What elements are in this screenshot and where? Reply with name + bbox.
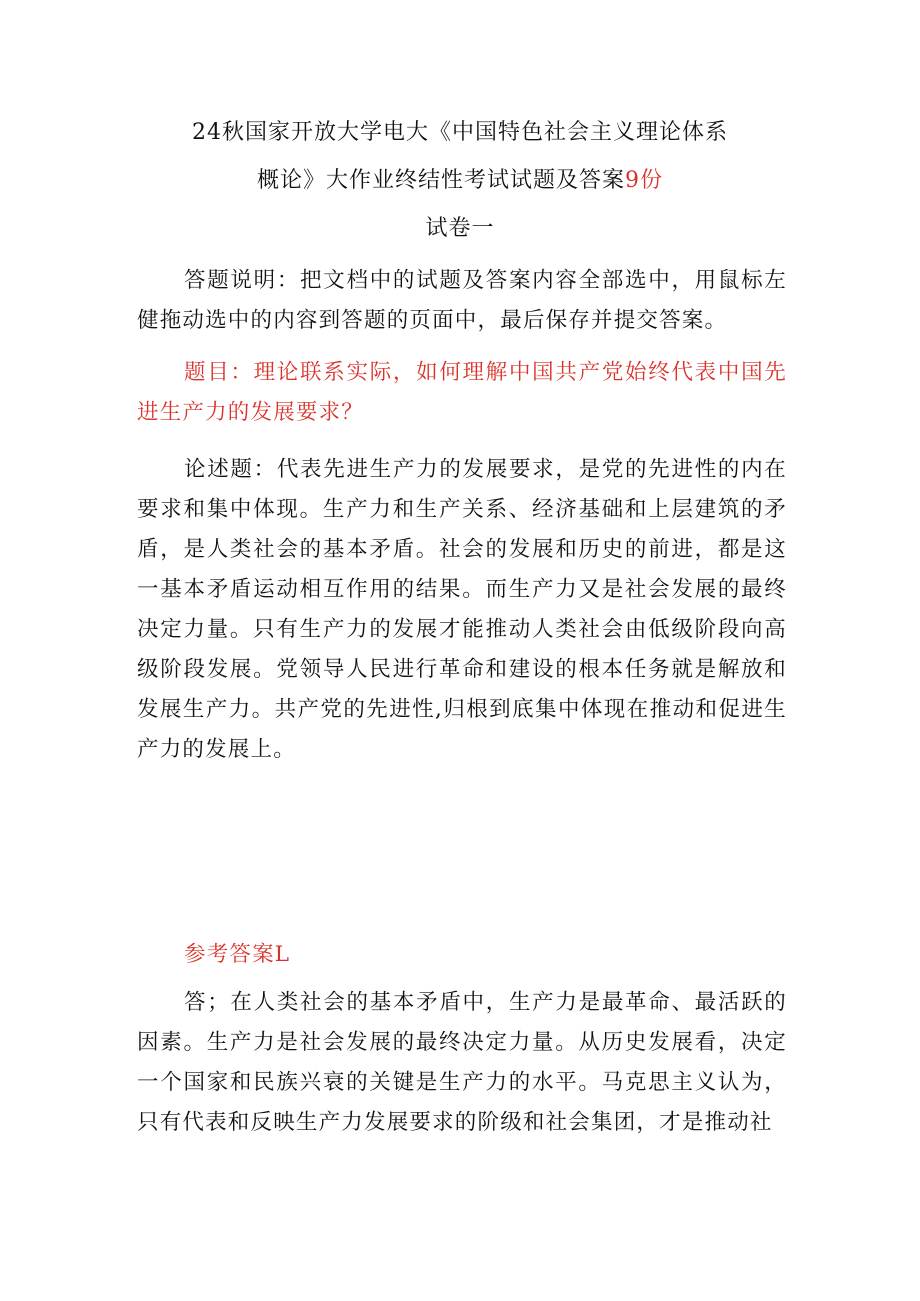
title-text-1: 24秋国家开放大学电大《中国特色社会主义理论体系	[192, 120, 728, 145]
paper-label	[0, 214, 920, 244]
reference-answer-label: 参考答案L	[184, 942, 291, 967]
essay-paragraph: 论述题：代表先进生产力的发展要求，是党的先进性的内在要求和集中体现。生产力和生产关系、经济基础和上层建筑的矛盾，是人类社会的基本矛盾。社会的发展和历史的前进，都是这一基本矛盾运动相互作用的结果。而生产力又是社会发展的最终决定力量。只有生产力的发展才能推动人类社会由低级阶段向高级阶段发展。党领导人民进行革命和建设的根本任务就是解放和发展生产力。共产党的先进性,归根到底集中体现在推动和促进生产力的发展上。	[137, 457, 787, 762]
title-text-2: 概论》大作业终结性考试试题及答案	[256, 168, 625, 193]
answer-paragraph: 答；在人类社会的基本矛盾中，生产力是最革命、最活跃的因素。生产力是社会发展的最终决定力量。从历史发展看，决定一个国家和民族兴衰的关键是生产力的水平。马克思主义认为，只有代表和反映生产力发展要求的阶级和社会集团，才是推动社	[137, 990, 787, 1135]
document-title-line-1	[0, 118, 920, 148]
paper-label-text: 试卷一	[425, 216, 495, 241]
title-count-accent: 9份	[625, 168, 663, 193]
question-paragraph: 题目：理论联系实际，如何理解中国共产党始终代表中国先进生产力的发展要求？	[137, 360, 787, 425]
document-title-line-2	[0, 166, 920, 196]
instruction-paragraph: 答题说明：把文档中的试题及答案内容全部选中，用鼠标左健拖动选中的内容到答题的页面中，最后保存并提交答案。	[137, 268, 787, 333]
